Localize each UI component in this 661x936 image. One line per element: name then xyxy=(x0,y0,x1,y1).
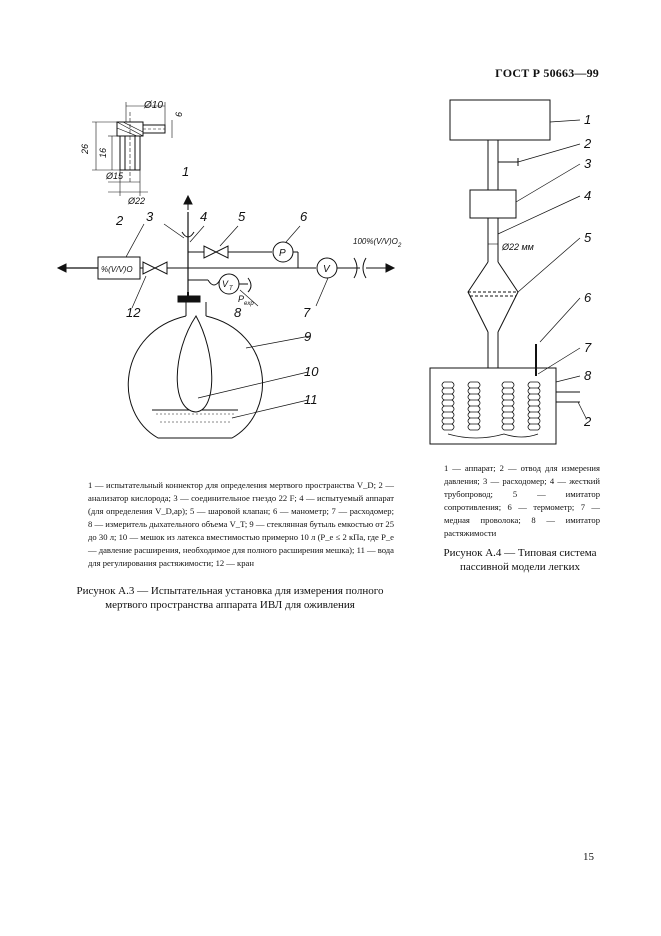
svg-text:2: 2 xyxy=(116,213,124,228)
svg-text:2: 2 xyxy=(584,414,592,429)
svg-text:5: 5 xyxy=(238,209,246,224)
svg-text:10: 10 xyxy=(304,364,319,379)
svg-text:11: 11 xyxy=(304,392,318,407)
page-number: 15 xyxy=(583,851,594,863)
svg-text:6: 6 xyxy=(584,290,592,305)
dim-d10: Ø10 xyxy=(144,100,163,111)
svg-text:V: V xyxy=(323,264,330,275)
svg-text:Ø22: Ø22 xyxy=(128,196,146,206)
svg-text:26: 26 xyxy=(80,143,90,154)
analyzer-label: %(V/V)O xyxy=(101,265,133,274)
svg-text:T: T xyxy=(229,286,233,292)
svg-text:1: 1 xyxy=(584,112,592,127)
figure-a3-test-setup xyxy=(48,92,402,472)
svg-text:9: 9 xyxy=(304,329,312,344)
svg-text:2: 2 xyxy=(584,136,592,151)
svg-text:16: 16 xyxy=(98,147,108,158)
document-code: ГОСТ Р 50663—99 xyxy=(495,66,599,80)
svg-text:7: 7 xyxy=(303,305,311,320)
figure-a3-caption: Рисунок А.3 — Испытательная установка для измерения полного мертвого пространства аппарата ИВЛ для оживления xyxy=(76,585,384,611)
svg-text:3: 3 xyxy=(584,156,592,171)
figure-a4-passive-lung-model xyxy=(408,92,608,458)
svg-text:exp: exp xyxy=(244,301,254,307)
glass-bottle xyxy=(128,302,262,438)
svg-text:P: P xyxy=(238,294,245,304)
svg-text:4: 4 xyxy=(584,188,592,203)
svg-text:5: 5 xyxy=(584,230,592,245)
svg-text:Ø15: Ø15 xyxy=(106,171,124,181)
apparatus-box xyxy=(450,100,550,140)
svg-text:7: 7 xyxy=(584,340,592,355)
svg-text:3: 3 xyxy=(146,209,154,224)
svg-text:6: 6 xyxy=(174,111,184,117)
valve-12 xyxy=(143,262,155,274)
svg-text:6: 6 xyxy=(300,209,308,224)
svg-text:2: 2 xyxy=(398,243,402,249)
figure-a3-legend: 1 — испытательный коннектор для определения мертвого пространства V_D; 2 — анализатор кислорода; 3 — соединительное гнездо 22 F; 4 — испытуемый аппарат (для определения V_D,ap); 5 — шаровой клапан; 6 — манометр; 7 — расходомер; 8 — измеритель дыхательного объема V_T; 9 — стеклянная бутыль емкостью от 25 до 30 л; 10 — мешок из латекса вместимостью примерно 10 л (P_e ≤ 2 кПа, где P_e — давление расширения, необходимое для полного расширения мешка); 11 — вода для регулирования растяжимости; 12 — кран xyxy=(88,480,394,568)
svg-text:V: V xyxy=(222,279,229,289)
figure-a4-legend: 1 — аппарат; 2 — отвод для измерения давления; 3 — расходомер; 4 — жесткий трубопровод; 5 — имитатор сопротивления; 6 — термометр; 7 — медная проволока; 8 — имитатор растяжимости xyxy=(444,463,600,538)
svg-text:4: 4 xyxy=(200,209,208,224)
figure-a4-caption: Рисунок А.4 — Типовая система пассивной модели легких xyxy=(443,547,597,573)
flowmeter-box xyxy=(470,190,516,218)
svg-text:12: 12 xyxy=(126,305,141,320)
svg-text:P: P xyxy=(279,248,286,259)
svg-text:8: 8 xyxy=(234,305,242,320)
svg-text:8: 8 xyxy=(584,368,592,383)
pipe-diameter-label: Ø22 мм xyxy=(502,242,534,252)
label-1: 1 xyxy=(182,164,190,179)
ball-valve-5 xyxy=(204,246,216,258)
oxygen-supply-label: 100%(V/V)O xyxy=(353,237,398,246)
